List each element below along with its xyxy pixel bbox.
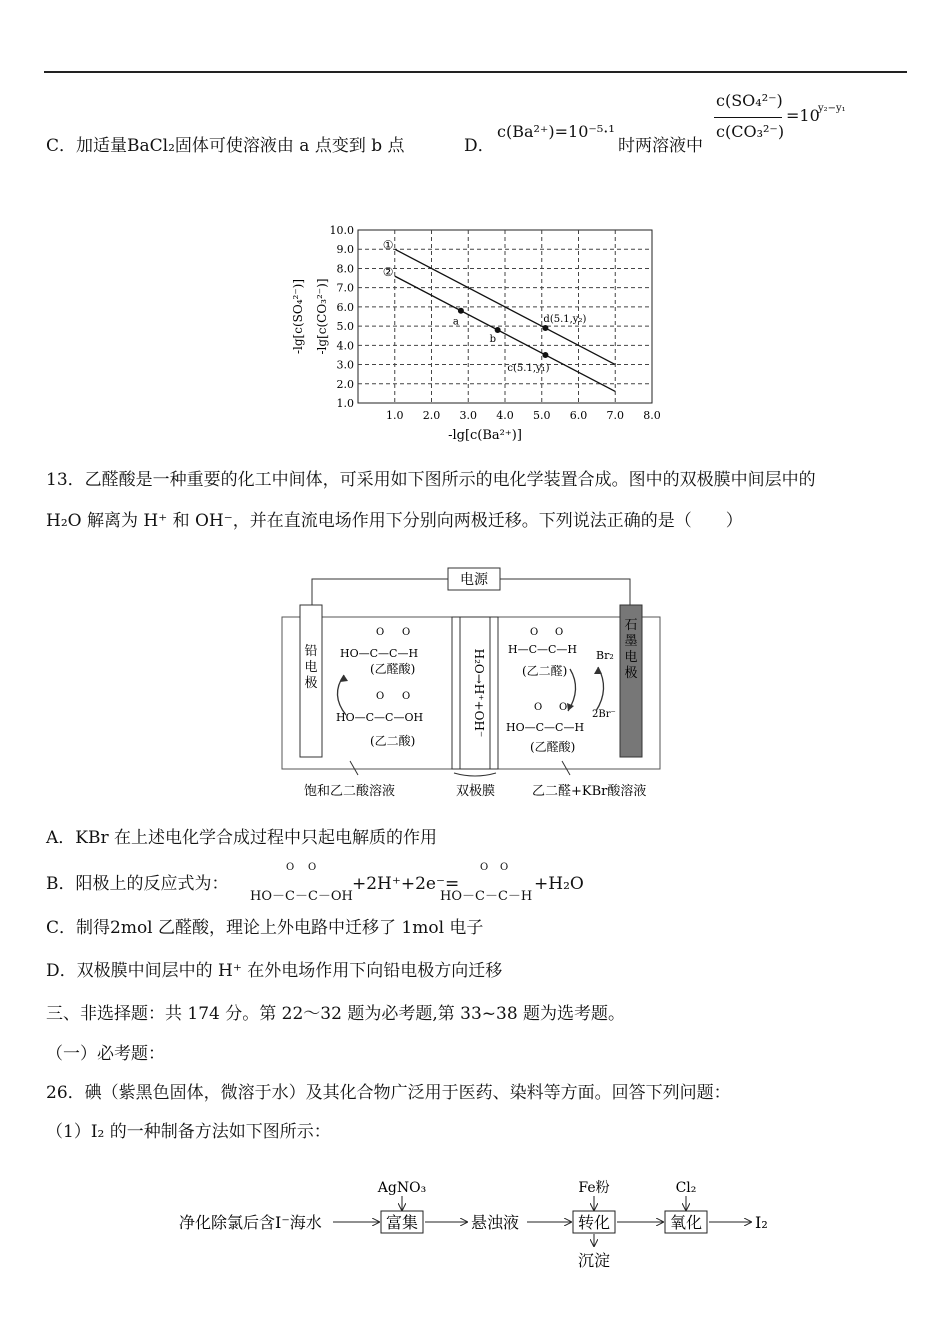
y-axis-label-2: -lg[c(CO₃²⁻)] <box>315 278 329 355</box>
flow-reagent-agno3: AgNO₃ <box>377 1180 427 1196</box>
electrolysis-cell-diagram <box>270 565 670 805</box>
header-rule <box>44 71 907 73</box>
series-label-1: ① <box>382 238 394 253</box>
svg-text:O: O <box>376 627 385 638</box>
br-minus-label: 2Br⁻ <box>592 709 616 720</box>
x-tick-label: 4.0 <box>496 409 514 422</box>
svg-text:O: O <box>402 627 411 638</box>
svg-text:氧化: 氧化 <box>669 1213 703 1232</box>
point-label-0: a <box>452 316 459 328</box>
iodine-flow-diagram <box>175 1170 795 1280</box>
y-tick-label: 10.0 <box>329 224 354 237</box>
flow-reagent-cl2: Cl₂ <box>675 1180 697 1196</box>
solubility-chart <box>280 215 670 455</box>
left-solution-label: 饱和乙二酸溶液 <box>304 784 396 799</box>
y-tick-label: 2.0 <box>336 377 354 391</box>
svg-text:O: O <box>376 691 385 702</box>
point-1 <box>495 327 501 333</box>
x-tick-label: 5.0 <box>533 409 551 422</box>
point-3 <box>542 352 548 358</box>
y-tick-label: 5.0 <box>336 320 354 334</box>
y-tick-label: 4.0 <box>336 339 354 353</box>
svg-text:O: O <box>555 627 564 638</box>
membrane-text: H₂O→H⁺+OH⁻ <box>472 648 486 738</box>
x-tick-label: 2.0 <box>422 409 441 422</box>
option-b-end: +H₂O <box>534 874 584 894</box>
section-3-heading: 三、非选择题：共 174 分。第 22～32 题为必考题,第 33~38 题为选考题。 <box>46 1004 626 1024</box>
q26-stem: 26．碘（紫黑色固体，微溶于水）及其化合物广泛用于医药、染料等方面。回答下列问题： <box>46 1083 731 1103</box>
point-label-2: d(5.1,y₂) <box>543 314 587 326</box>
right-glyoxylic-formula: HO—C—C—H <box>506 721 585 734</box>
y-tick-label: 7.0 <box>336 281 354 295</box>
left-glyoxylic-formula: HO—C—C—H <box>340 647 419 660</box>
option-b-left-formula: HO－C－C－OH <box>250 889 353 904</box>
graphite-electrode-label: 石墨电极 <box>624 618 638 681</box>
svg-text:O: O <box>530 627 539 638</box>
svg-text:O: O <box>534 702 543 713</box>
svg-text:O: O <box>402 691 411 702</box>
point-label-1: b <box>489 333 497 345</box>
point-label-3: c(5.1,y₁) <box>507 362 550 374</box>
lead-electrode-label: 铅电极 <box>304 644 318 691</box>
q13-line-2: H₂O 解离为 H⁺ 和 OH⁻，并在直流电场作用下分别向两极迁移。下列说法正确的是（ ） <box>46 511 743 531</box>
option-c: C．制得2mol 乙醛酸，理论上外电路中迁移了 1mol 电子 <box>46 918 484 938</box>
flow-end-i2: I₂ <box>755 1213 768 1232</box>
option-d-prefix: D． <box>464 136 495 156</box>
option-c-line: C．加适量BaCl₂固体可使溶液由 a 点变到 b 点 <box>46 136 405 156</box>
q13-line-1: 13．乙醛酸是一种重要的化工中间体，可采用如下图所示的电化学装置合成。图中的双极膜中间层中的 <box>46 470 816 490</box>
power-label: 电源 <box>460 572 488 588</box>
section-3-sub: （一）必考题： <box>46 1044 165 1064</box>
x-tick-label: 8.0 <box>643 409 661 422</box>
right-glyoxylic-label: (乙醛酸) <box>530 740 576 754</box>
y-tick-label: 3.0 <box>336 358 354 372</box>
option-b-mid: +2H⁺+2e⁻= <box>352 874 460 894</box>
membrane-label: 双极膜 <box>456 784 496 799</box>
fraction-bar <box>714 117 782 118</box>
left-oxalic-formula: HO—C—C—OH <box>336 711 424 724</box>
svg-text:转化: 转化 <box>577 1213 611 1232</box>
y-axis-label-1: -lg[c(SO₄²⁻)] <box>291 278 305 355</box>
y-tick-label: 1.0 <box>336 397 354 410</box>
option-d-mid: 时两溶液中 <box>618 136 703 156</box>
x-tick-label: 3.0 <box>459 409 477 422</box>
svg-text:O: O <box>559 702 568 713</box>
svg-text:富集: 富集 <box>385 1213 419 1232</box>
point-0 <box>458 308 464 314</box>
x-tick-label: 7.0 <box>606 409 624 422</box>
right-solution-label: 乙二醛+KBr酸溶液 <box>532 784 647 799</box>
x-axis-label: -lg[c(Ba²⁺)] <box>448 428 522 443</box>
option-d: D．双极膜中间层中的 H⁺ 在外电场作用下向铅电极方向迁移 <box>46 961 503 981</box>
y-tick-label: 6.0 <box>336 300 354 314</box>
point-2 <box>542 325 548 331</box>
y-tick-label: 9.0 <box>336 243 354 257</box>
left-oxalic-label: (乙二酸) <box>370 734 416 748</box>
series-label-2: ② <box>382 265 394 280</box>
right-glyoxal-formula: H—C—C—H <box>508 643 578 656</box>
fraction-rhs: =10 <box>786 106 820 125</box>
flow-reagent-fe: Fe粉 <box>578 1180 610 1196</box>
option-b-prefix: B．阳极上的反应式为： <box>46 874 229 894</box>
flow-precipitate: 沉淀 <box>577 1251 611 1270</box>
option-a: A．KBr 在上述电化学合成过程中只起电解质的作用 <box>46 828 437 848</box>
fraction-denominator: c(CO₃²⁻) <box>716 122 785 141</box>
x-tick-label: 1.0 <box>386 409 404 422</box>
right-glyoxal-label: (乙二醛) <box>522 664 568 678</box>
flow-start: 净化除氯后含I⁻海水 <box>179 1213 322 1232</box>
q26-part-1: （1）I₂ 的一种制备方法如下图所示： <box>46 1122 331 1142</box>
br2-label: Br₂ <box>596 649 614 662</box>
y-tick-label: 8.0 <box>336 262 354 276</box>
x-tick-label: 6.0 <box>569 409 588 422</box>
fraction-exponent: y₂−y₁ <box>818 103 846 114</box>
fraction-numerator: c(SO₄²⁻) <box>716 91 783 110</box>
left-glyoxylic-label: (乙醛酸) <box>370 662 416 676</box>
flow-suspension: 悬浊液 <box>471 1213 520 1232</box>
option-b-right-formula: HO－C－C－H <box>440 889 533 904</box>
option-d-ba-expr: c(Ba²⁺)=10⁻⁵·¹ <box>497 122 615 141</box>
